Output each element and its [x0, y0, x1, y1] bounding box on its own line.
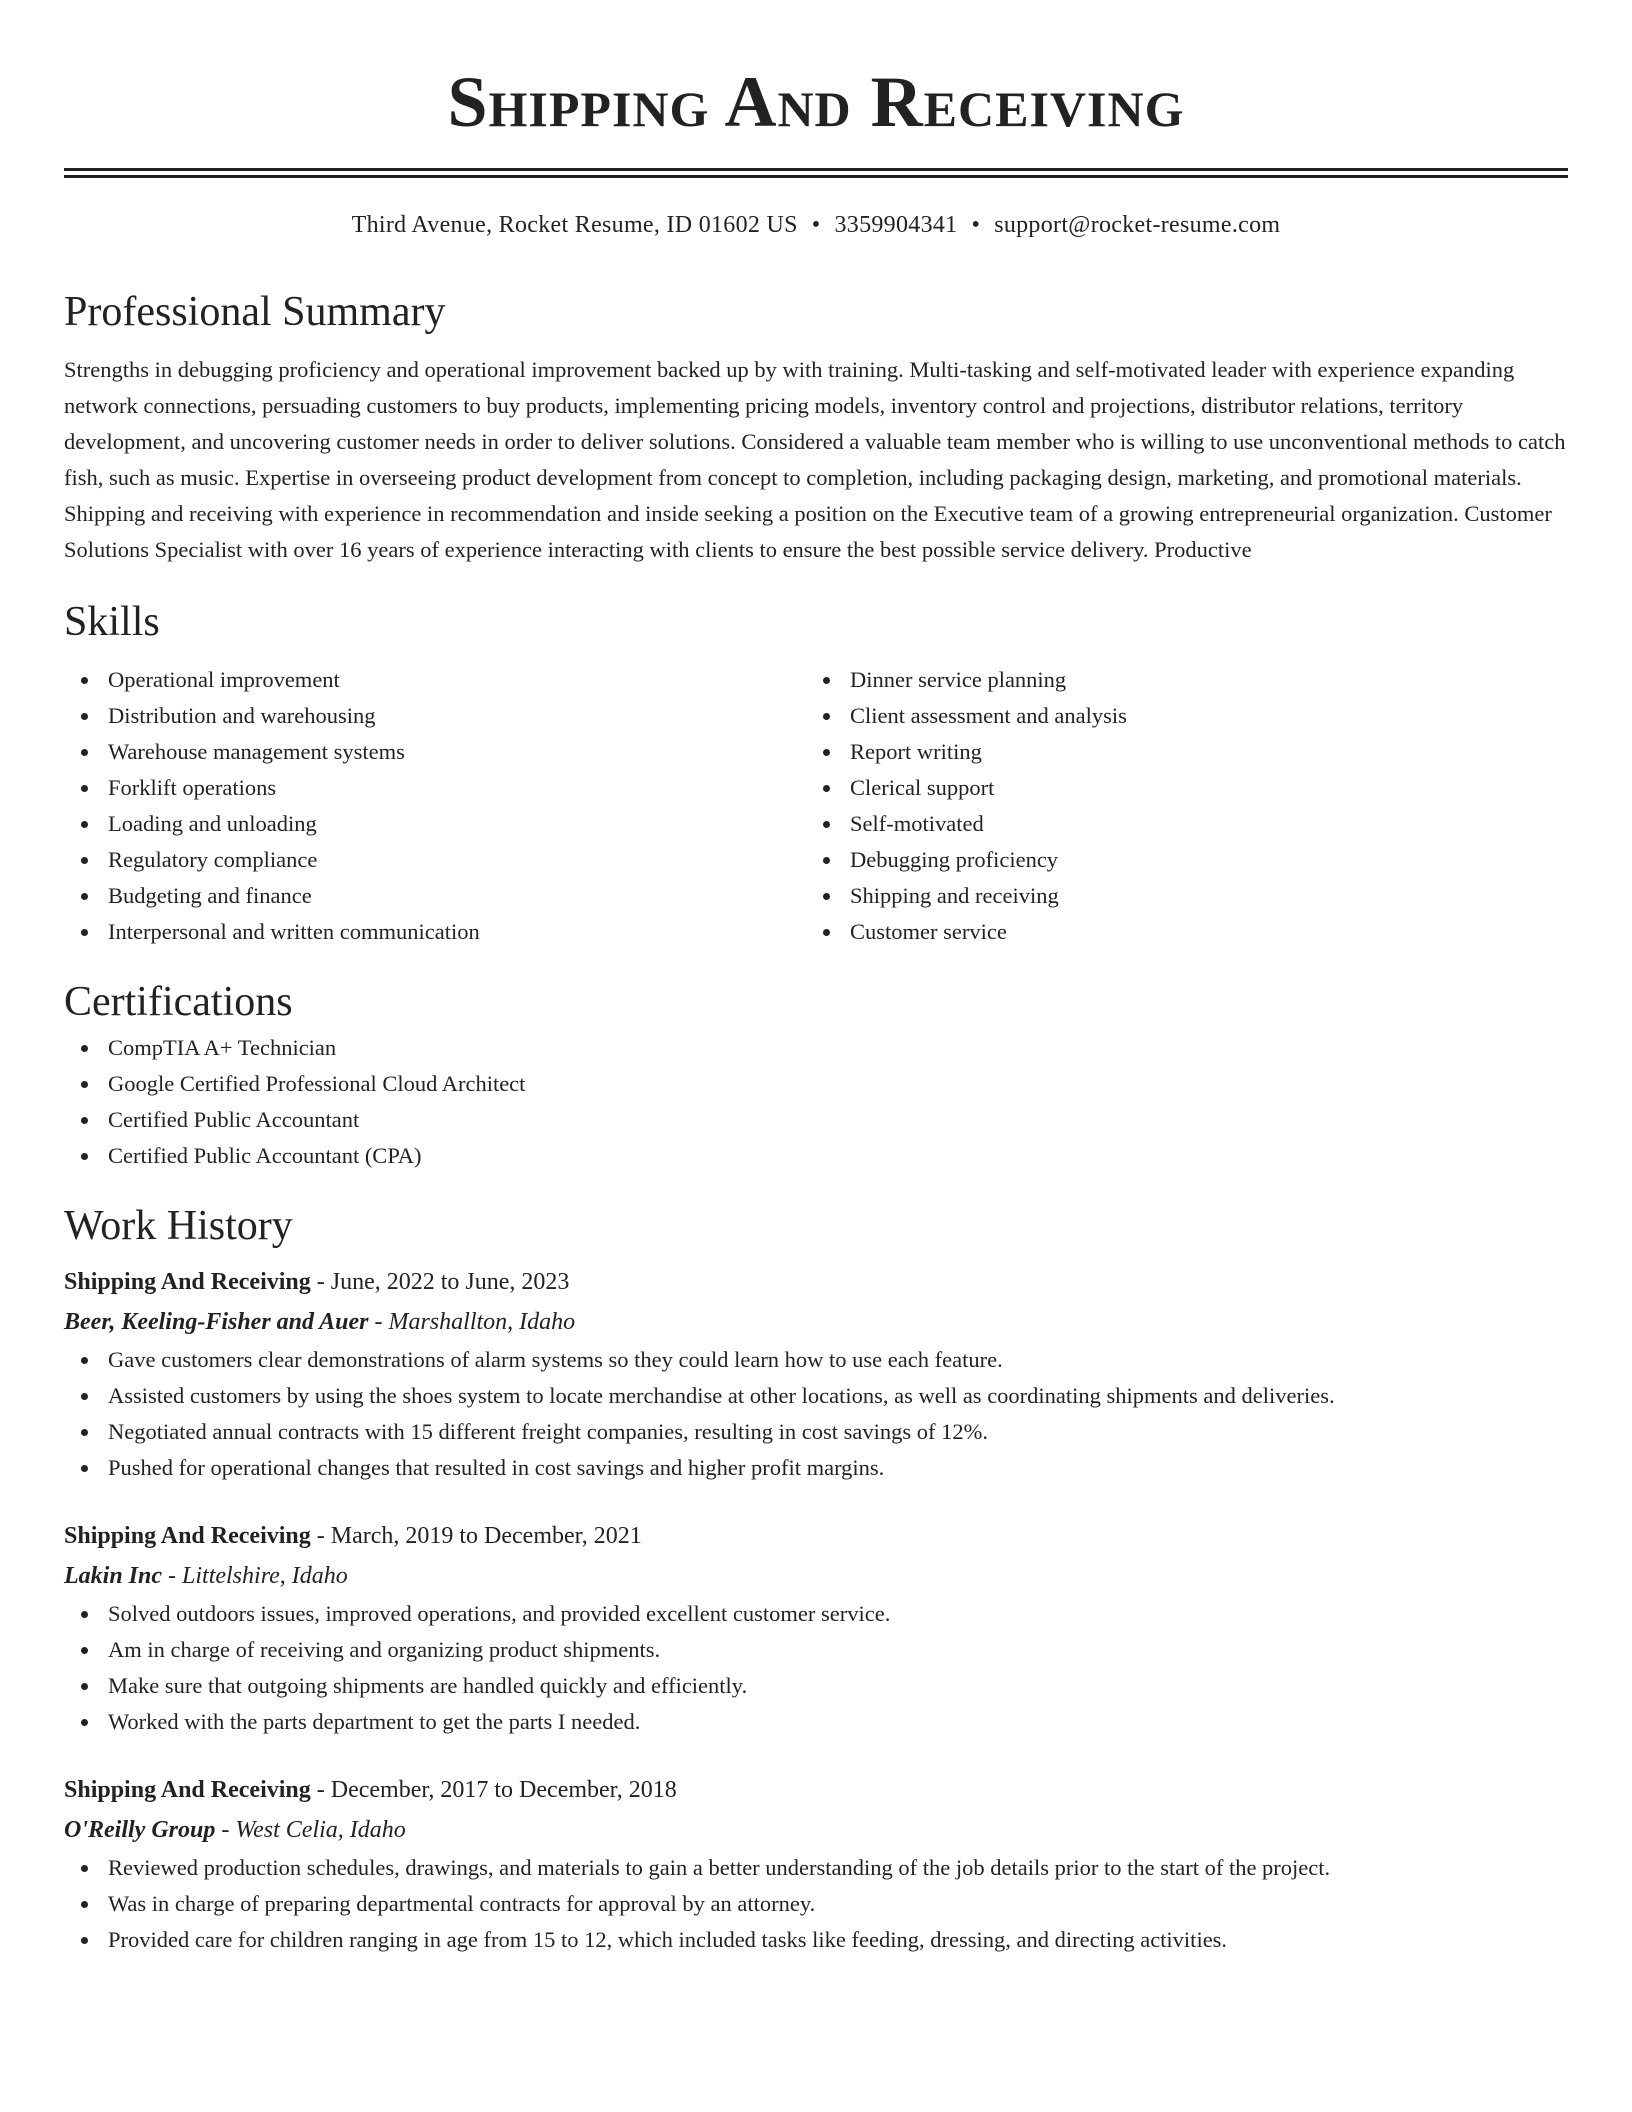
skills-list-left	[64, 662, 806, 950]
job-dates: - December, 2017 to December, 2018	[310, 1777, 677, 1803]
summary-heading: Professional Summary	[64, 289, 446, 335]
job-location: - West Celia, Idaho	[215, 1817, 406, 1843]
job-entry	[64, 1262, 1568, 1486]
job-bullet: Negotiated annual contracts with 15 different freight companies, resulting in cost savings of 12%.	[64, 1414, 1568, 1450]
job-bullet: Am in charge of receiving and organizing product shipments.	[64, 1632, 1568, 1668]
skills-column-left	[64, 662, 806, 950]
skill-item: Debugging proficiency	[806, 842, 1548, 878]
skill-item: Forklift operations	[64, 770, 806, 806]
job-entry	[64, 1516, 1568, 1740]
skill-item: Report writing	[806, 734, 1548, 770]
skill-item: Dinner service planning	[806, 662, 1548, 698]
job-bullet: Make sure that outgoing shipments are handled quickly and efficiently.	[64, 1668, 1568, 1704]
skill-item: Shipping and receiving	[806, 878, 1548, 914]
skill-item: Distribution and warehousing	[64, 698, 806, 734]
skills-grid	[64, 662, 1568, 950]
job-title-line	[64, 1770, 1568, 1810]
job-bullet: Gave customers clear demonstrations of alarm systems so they could learn how to use each feature.	[64, 1342, 1568, 1378]
resume-page	[64, 0, 1568, 1958]
job-title: Shipping And Receiving	[64, 1269, 311, 1295]
job-company-line	[64, 1810, 1568, 1850]
contact-email: support@rocket-resume.com	[994, 212, 1281, 238]
job-title-line	[64, 1262, 1568, 1302]
contact-line	[64, 208, 1568, 242]
job-bullets	[64, 1596, 1568, 1740]
job-dates: - March, 2019 to December, 2021	[310, 1523, 642, 1549]
skill-item: Operational improvement	[64, 662, 806, 698]
skill-item: Self-motivated	[806, 806, 1548, 842]
skills-list-right	[806, 662, 1548, 950]
job-bullets	[64, 1850, 1568, 1958]
skills-column-right	[806, 662, 1548, 950]
job-entry	[64, 1770, 1568, 1958]
skill-item: Regulatory compliance	[64, 842, 806, 878]
job-title-line	[64, 1516, 1568, 1556]
certification-item: Certified Public Accountant (CPA)	[64, 1138, 1568, 1174]
job-bullet: Solved outdoors issues, improved operations, and provided excellent customer service.	[64, 1596, 1568, 1632]
certifications-heading: Certifications	[64, 979, 293, 1025]
job-bullet: Reviewed production schedules, drawings, and materials to gain a better understanding of the job details prior to the start of the project.	[64, 1850, 1568, 1886]
contact-address: Third Avenue, Rocket Resume, ID 01602 US	[351, 212, 798, 238]
job-company: Beer, Keeling-Fisher and Auer	[64, 1309, 369, 1335]
certifications-list	[64, 1030, 1568, 1174]
job-company: Lakin Inc	[64, 1563, 163, 1589]
job-company: O'Reilly Group	[64, 1817, 216, 1843]
contact-phone: 3359904341	[834, 212, 958, 238]
work-history-heading: Work History	[64, 1203, 293, 1249]
certification-item: Certified Public Accountant	[64, 1102, 1568, 1138]
job-bullet: Provided care for children ranging in age from 15 to 12, which included tasks like feeding, dressing, and directing activities.	[64, 1922, 1568, 1958]
skills-heading: Skills	[64, 599, 160, 645]
certification-item: CompTIA A+ Technician	[64, 1030, 1568, 1066]
contact-separator: •	[971, 212, 981, 238]
skill-item: Loading and unloading	[64, 806, 806, 842]
job-dates: - June, 2022 to June, 2023	[310, 1269, 570, 1295]
job-company-line	[64, 1556, 1568, 1596]
skill-item: Clerical support	[806, 770, 1548, 806]
contact-separator: •	[811, 212, 821, 238]
job-bullet: Pushed for operational changes that resulted in cost savings and higher profit margins.	[64, 1450, 1568, 1486]
skill-item: Client assessment and analysis	[806, 698, 1548, 734]
skill-item: Warehouse management systems	[64, 734, 806, 770]
job-location: - Littelshire, Idaho	[162, 1563, 348, 1589]
job-bullet: Assisted customers by using the shoes system to locate merchandise at other locations, as well as coordinating shipments and deliveries.	[64, 1378, 1568, 1414]
summary-text: Strengths in debugging proficiency and operational improvement backed up by with training. Multi-tasking and self-motivated leader with experience expanding network connections, persuading customers to buy products, implementing pricing models, inventory control and projections, distributor relations, territory development, and uncovering customer needs in order to deliver solutions. Considered a valuable team member who is willing to use unconventional methods to catch fish, such as music. Expertise in overseeing product development from concept to completion, including packaging design, marketing, and promotional materials. Shipping and receiving with experience in recommendation and inside seeking a position on the Executive team of a growing entrepreneurial organization. Customer Solutions Specialist with over 16 years of experience interacting with clients to ensure the best possible service delivery. Productive	[64, 357, 1566, 562]
skill-item: Budgeting and finance	[64, 878, 806, 914]
job-location: - Marshallton, Idaho	[368, 1309, 576, 1335]
skill-item: Interpersonal and written communication	[64, 914, 806, 950]
job-bullet: Was in charge of preparing departmental contracts for approval by an attorney.	[64, 1886, 1568, 1922]
job-title: Shipping And Receiving	[64, 1777, 311, 1803]
job-company-line	[64, 1302, 1568, 1342]
job-title: Shipping And Receiving	[64, 1523, 311, 1549]
resume-name: Shipping And Receiving	[447, 62, 1185, 142]
header-double-rule	[64, 168, 1568, 178]
certification-item: Google Certified Professional Cloud Architect	[64, 1066, 1568, 1102]
skill-item: Customer service	[806, 914, 1548, 950]
job-bullet: Worked with the parts department to get the parts I needed.	[64, 1704, 1568, 1740]
job-bullets	[64, 1342, 1568, 1486]
